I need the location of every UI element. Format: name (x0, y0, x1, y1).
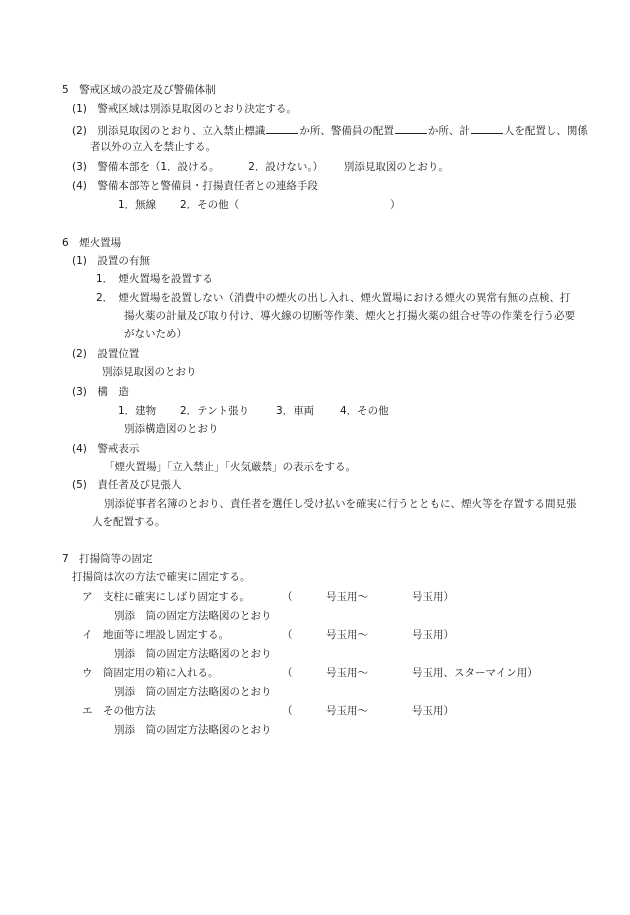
fix-method-b-from: 号玉用〜 (326, 629, 368, 641)
section-5-item-2 (72, 123, 588, 138)
item-2-text-a: (2) 別添見取図のとおり、立入禁止標識 (72, 125, 266, 137)
comm-option-other-close: ） (390, 199, 401, 211)
fix-method-c: ウ 筒固定用の箱に入れる。 (82, 667, 219, 679)
fix-method-b-note: 別添 筒の固定方法略図のとおり (114, 648, 272, 660)
blank-sign-count (266, 123, 298, 134)
storage-option-1: 1． 煙火置場を設置する (96, 273, 213, 285)
section-6-item-5-text-cont: 人を配置する。 (92, 516, 166, 528)
fix-method-d-to: 号玉用） (412, 705, 454, 717)
item-2-text-c: か所、計 (427, 125, 470, 137)
item-3-opt-1: (3) 警備本部を（1．設ける。 (72, 161, 220, 173)
section-7-heading: 7 打揚筒等の固定 (62, 553, 153, 565)
fix-method-d: エ その他方法 (82, 705, 156, 717)
fix-method-a: ア 支柱に確実にしばり固定する。 (82, 591, 250, 603)
fix-method-d-note: 別添 筒の固定方法略図のとおり (114, 724, 272, 736)
structure-option-1: 1．建物 (118, 405, 157, 417)
section-6-item-3-text: 別添構造図のとおり (124, 423, 219, 435)
item-3-opt-2: 2．設けない。） (248, 161, 324, 173)
item-3-ref: 別添見取図のとおり。 (343, 161, 449, 173)
fix-method-c-from: 号玉用〜 (326, 667, 368, 679)
item-2-text-b: か所、警備員の配置 (299, 125, 394, 137)
section-6-item-3: (3) 構 造 (72, 386, 129, 398)
section-6-item-4: (4) 警戒表示 (72, 443, 140, 455)
fix-method-a-to: 号玉用） (412, 591, 454, 603)
section-6-item-5-text: 別添従事者名簿のとおり、責任者を選任し受け払いを確実に行うとともに、煙火等を存置する間見張 (104, 498, 577, 510)
fix-method-a-paren: （ (282, 591, 293, 603)
fix-method-d-paren: （ (282, 705, 293, 717)
section-6-item-2: (2) 設置位置 (72, 348, 140, 360)
fix-method-c-to: 号玉用、スターマイン用） (412, 667, 538, 679)
section-6-item-2-text: 別添見取図のとおり (102, 366, 197, 378)
structure-option-3: 3．車両 (276, 405, 315, 417)
blank-guard-count (395, 123, 427, 134)
section-6-item-5: (5) 責任者及び見張人 (72, 479, 182, 491)
section-5-item-2-cont: 者以外の立入を禁止する。 (90, 141, 216, 153)
structure-option-4: 4．その他 (340, 405, 389, 417)
section-6-item-1: (1) 設置の有無 (72, 255, 150, 267)
storage-option-2-cont2: がないため） (124, 328, 187, 340)
fix-method-c-note: 別添 筒の固定方法略図のとおり (114, 686, 272, 698)
storage-option-2: 2． 煙火置場を設置しない（消費中の煙火の出し入れ、煙火置場における煙火の異常有無の点検、打 (96, 292, 571, 304)
comm-option-radio: 1．無線 (118, 199, 157, 211)
section-5-item-1: (1) 警戒区域は別添見取図のとおり決定する。 (72, 103, 297, 115)
comm-option-other: 2．その他（ (180, 199, 240, 211)
item-2-text-d: 人を配置し、関係 (503, 125, 588, 137)
section-6-heading: 6 煙火置場 (62, 237, 122, 249)
section-5-item-3 (72, 161, 449, 174)
structure-option-2: 2．テント張り (180, 405, 250, 417)
section-5-heading: 5 警戒区域の設定及び警備体制 (62, 84, 216, 96)
fix-method-b-paren: （ (282, 629, 293, 641)
storage-option-2-cont: 揚火薬の計量及び取り付け、導火線の切断等作業、煙火と打揚火薬の組合せ等の作業を行う必要 (124, 310, 576, 322)
blank-total-persons (471, 123, 503, 134)
fix-method-b-to: 号玉用） (412, 629, 454, 641)
fix-method-a-from: 号玉用〜 (326, 591, 368, 603)
fix-method-b: イ 地面等に埋設し固定する。 (82, 629, 229, 641)
fix-method-d-from: 号玉用〜 (326, 705, 368, 717)
fix-method-c-paren: （ (282, 667, 293, 679)
section-6-item-4-text: 「煙火置場」「立入禁止」「火気厳禁」の表示をする。 (104, 461, 356, 473)
section-7-intro: 打揚筒は次の方法で確実に固定する。 (72, 571, 251, 583)
fix-method-a-note: 別添 筒の固定方法略図のとおり (114, 610, 272, 622)
section-5-item-4: (4) 警備本部等と警備員・打揚責任者との連絡手段 (72, 180, 318, 192)
